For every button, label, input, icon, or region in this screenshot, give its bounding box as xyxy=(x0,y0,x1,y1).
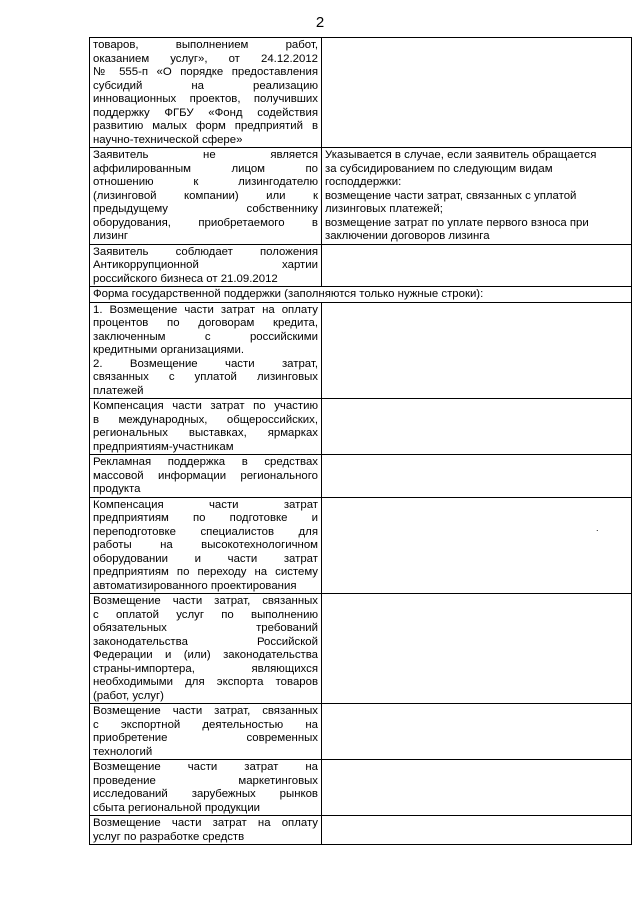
criterion-line: необходимыми для экспорта товаров xyxy=(93,676,318,688)
form-row xyxy=(90,594,632,704)
criterion-line: Заявитель не является xyxy=(93,149,318,161)
comment-cell xyxy=(322,816,632,845)
criterion-line: страны-импортера, являющихся xyxy=(93,662,318,675)
comment-cell xyxy=(322,760,632,816)
form-row xyxy=(90,38,632,148)
criterion-line: Возмещение части затрат, связанных xyxy=(93,705,318,717)
criterion-cell xyxy=(90,302,322,399)
criterion-cell xyxy=(90,38,322,148)
criterion-line: предприятиям по подготовке и xyxy=(93,512,318,524)
comment-line: Указывается в случае, если заявитель обращается xyxy=(325,149,597,161)
criterion-line: (работ, услуг) xyxy=(93,689,164,702)
criterion-line: исследований зарубежных рынков xyxy=(93,788,318,800)
criterion-line: в международных, общероссийских, xyxy=(93,413,318,426)
comment-cell xyxy=(322,148,632,245)
criterion-line: с экспортной деятельностью на xyxy=(93,718,318,731)
criterion-cell xyxy=(90,399,322,455)
criterion-line: технологий xyxy=(93,745,153,758)
criterion-line: Возмещение части затрат на оплату xyxy=(93,817,318,829)
criterion-line: товаров, выполнением работ, xyxy=(93,39,318,51)
comment-cell xyxy=(322,399,632,455)
form-row xyxy=(90,497,632,594)
criterion-line: № 555-п «О порядке предоставления xyxy=(93,66,318,78)
form-row xyxy=(90,302,632,399)
comment-line: заключении договоров лизинга xyxy=(325,230,490,242)
page-number: 2 xyxy=(315,14,325,31)
criterion-line: проведение маркетинговых xyxy=(93,774,318,787)
criterion-line: 2. Возмещение части затрат, xyxy=(93,357,318,370)
criterion-cell xyxy=(90,594,322,704)
comment-line: возмещение затрат по уплате первого взноса при xyxy=(325,216,589,229)
form-row xyxy=(90,148,632,245)
form-table-body xyxy=(90,38,632,845)
form-row xyxy=(90,760,632,816)
criterion-line: Возмещение части затрат на xyxy=(93,761,318,773)
criterion-cell xyxy=(90,760,322,816)
comment-line: господдержки: xyxy=(325,176,402,188)
criterion-line: поддержку ФГБУ «Фонд содействия xyxy=(93,106,318,119)
form-row xyxy=(90,455,632,498)
comment-cell xyxy=(322,497,632,594)
criterion-line: Рекламная поддержка в средствах xyxy=(93,456,318,468)
criterion-line: процентов по договорам кредита, xyxy=(93,317,318,329)
comment-cell xyxy=(322,594,632,704)
criterion-line: Заявитель соблюдает положения xyxy=(93,245,318,258)
criterion-line: приобретение современных xyxy=(93,732,318,744)
comment-line: за субсидированием по следующим видам xyxy=(325,162,553,175)
criterion-line: Федерации и (или) законодательства xyxy=(93,649,318,661)
form-row xyxy=(90,244,632,287)
criterion-line: инновационных проектов, получивших xyxy=(93,93,318,105)
form-section-heading: Форма государственной поддержки (заполняются только нужные строки): xyxy=(90,287,632,303)
criterion-cell xyxy=(90,148,322,245)
criterion-line: аффилированным лицом по xyxy=(93,162,318,175)
criterion-line: законодательства Российской xyxy=(93,635,318,648)
comment-line: возмещение части затрат, связанных с уплатой xyxy=(325,189,577,202)
criterion-line: заключенным с российскими xyxy=(93,330,318,343)
form-row xyxy=(90,399,632,455)
criterion-line: российского бизнеса от 21.09.2012 xyxy=(93,272,278,285)
criterion-line: работы на высокотехнологичном xyxy=(93,539,318,551)
criterion-line: обязательных требований xyxy=(93,622,318,634)
criterion-line: Возмещение части затрат, связанных xyxy=(93,595,318,607)
criterion-line: региональных выставках, ярмарках xyxy=(93,427,318,439)
comment-cell xyxy=(322,244,632,287)
criterion-line: связанных с уплатой лизинговых xyxy=(93,371,318,383)
criterion-line: развитию малых форм предприятий в xyxy=(93,120,318,132)
criterion-line: отношению к лизингодателю xyxy=(93,176,318,188)
comment-cell xyxy=(322,38,632,148)
criterion-line: оборудования, приобретаемого в xyxy=(93,216,318,229)
criterion-line: (лизинговой компании) или к xyxy=(93,189,318,202)
form-row xyxy=(90,816,632,845)
criterion-line: предыдущему собственнику xyxy=(93,203,318,215)
criterion-line: с оплатой услуг по выполнению xyxy=(93,608,318,621)
criterion-line: предприятиям по переходу на систему xyxy=(93,566,318,578)
criterion-line: Компенсация части затрат по участию xyxy=(93,400,318,412)
criterion-cell xyxy=(90,704,322,760)
criterion-line: 1. Возмещение части затрат на оплату xyxy=(93,303,318,316)
criterion-line: научно-технической сфере» xyxy=(93,133,243,146)
criterion-line: кредитными организациями. xyxy=(93,344,244,356)
criterion-line: продукта xyxy=(93,483,141,495)
criterion-line: массовой информации регионального xyxy=(93,469,318,482)
criterion-line: предприятиям-участникам xyxy=(93,440,234,453)
form-row xyxy=(90,287,632,303)
application-form-table xyxy=(89,37,632,845)
criterion-line: субсидий на реализацию xyxy=(93,79,318,92)
comment-cell xyxy=(322,704,632,760)
criterion-cell xyxy=(90,816,322,845)
form-row xyxy=(90,704,632,760)
criterion-line: Компенсация части затрат xyxy=(93,498,318,511)
criterion-cell xyxy=(90,244,322,287)
criterion-line: платежей xyxy=(93,384,144,397)
criterion-line: услуг по разработке средств xyxy=(93,830,245,843)
criterion-line: оказанием услуг», от 24.12.2012 xyxy=(93,52,318,65)
criterion-line: переподготовке специалистов для xyxy=(93,525,318,538)
criterion-line: автоматизированного проектирования xyxy=(93,579,297,592)
criterion-line: сбыта региональной продукции xyxy=(93,801,261,814)
criterion-line: лизинг xyxy=(93,230,129,242)
scan-dot-mark: . xyxy=(596,523,599,533)
criterion-line: оборудовании и части затрат xyxy=(93,552,318,565)
comment-cell xyxy=(322,455,632,498)
criterion-cell xyxy=(90,455,322,498)
comment-line: лизинговых платежей; xyxy=(325,203,443,215)
comment-cell xyxy=(322,302,632,399)
criterion-cell xyxy=(90,497,322,594)
criterion-line: Антикоррупционной хартии xyxy=(93,259,318,271)
